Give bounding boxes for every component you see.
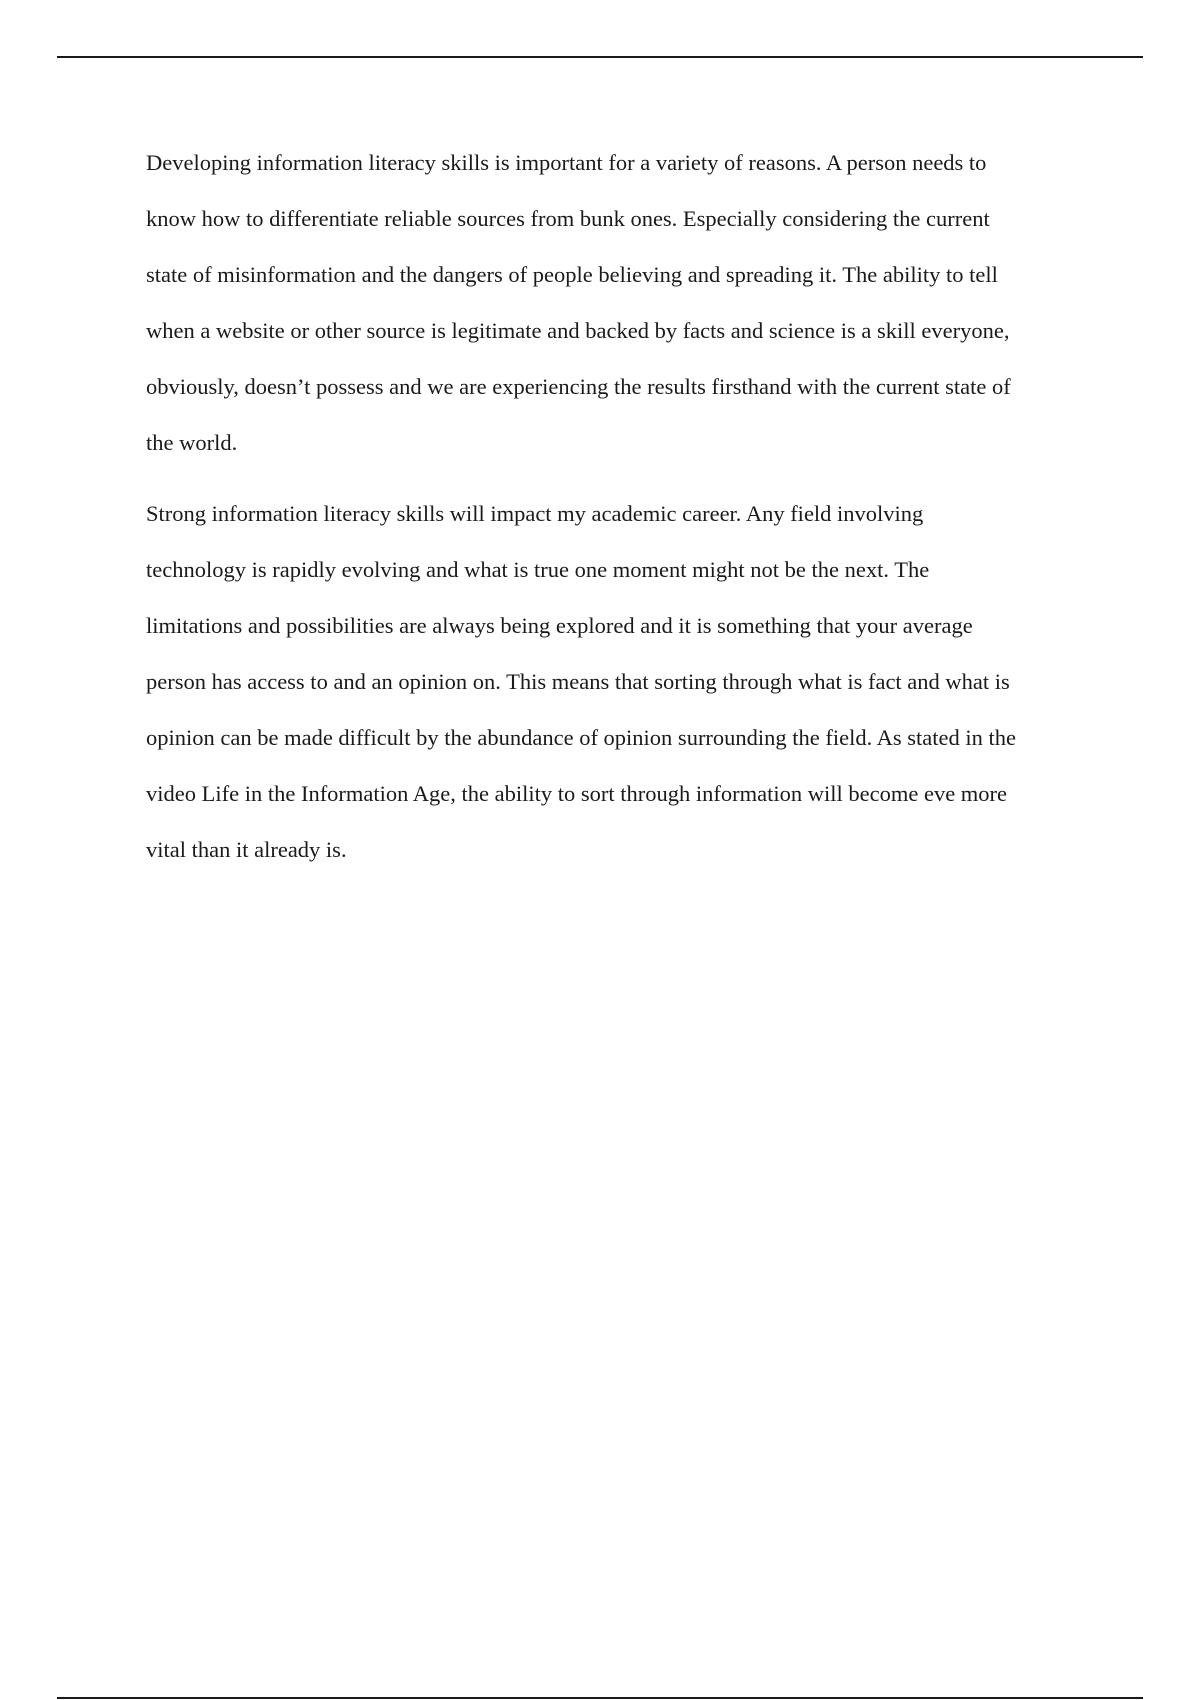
text-line: video Life in the Information Age, the ability to sort through information will become eve more — [146, 781, 1008, 806]
text-line: obviously, doesn’t possess and we are experiencing the results firsthand with the current state of — [146, 374, 1011, 399]
paragraph-2 — [146, 486, 1091, 878]
text-line: limitations and possibilities are always being explored and it is something that your average — [146, 613, 973, 638]
text-line: person has access to and an opinion on. This means that sorting through what is fact and what is — [146, 669, 1010, 694]
text-line: vital than it already is. — [146, 837, 347, 862]
footer-rule — [57, 1697, 1143, 1699]
text-line: technology is rapidly evolving and what is true one moment might not be the next. The — [146, 557, 930, 582]
text-line: know how to differentiate reliable sources from bunk ones. Especially considering the current — [146, 206, 990, 231]
text-line: Developing information literacy skills is important for a variety of reasons. A person needs to — [146, 150, 987, 175]
text-line: when a website or other source is legitimate and backed by facts and science is a skill everyone, — [146, 318, 1010, 343]
document-body — [146, 135, 1091, 893]
text-line: opinion can be made difficult by the abundance of opinion surrounding the field. As stated in the — [146, 725, 1017, 750]
text-line: state of misinformation and the dangers of people believing and spreading it. The ability to tell — [146, 262, 998, 287]
text-line: the world. — [146, 430, 238, 455]
header-rule — [57, 56, 1143, 58]
paragraph-1 — [146, 135, 1091, 471]
text-line: Strong information literacy skills will impact my academic career. Any field involving — [146, 501, 924, 526]
